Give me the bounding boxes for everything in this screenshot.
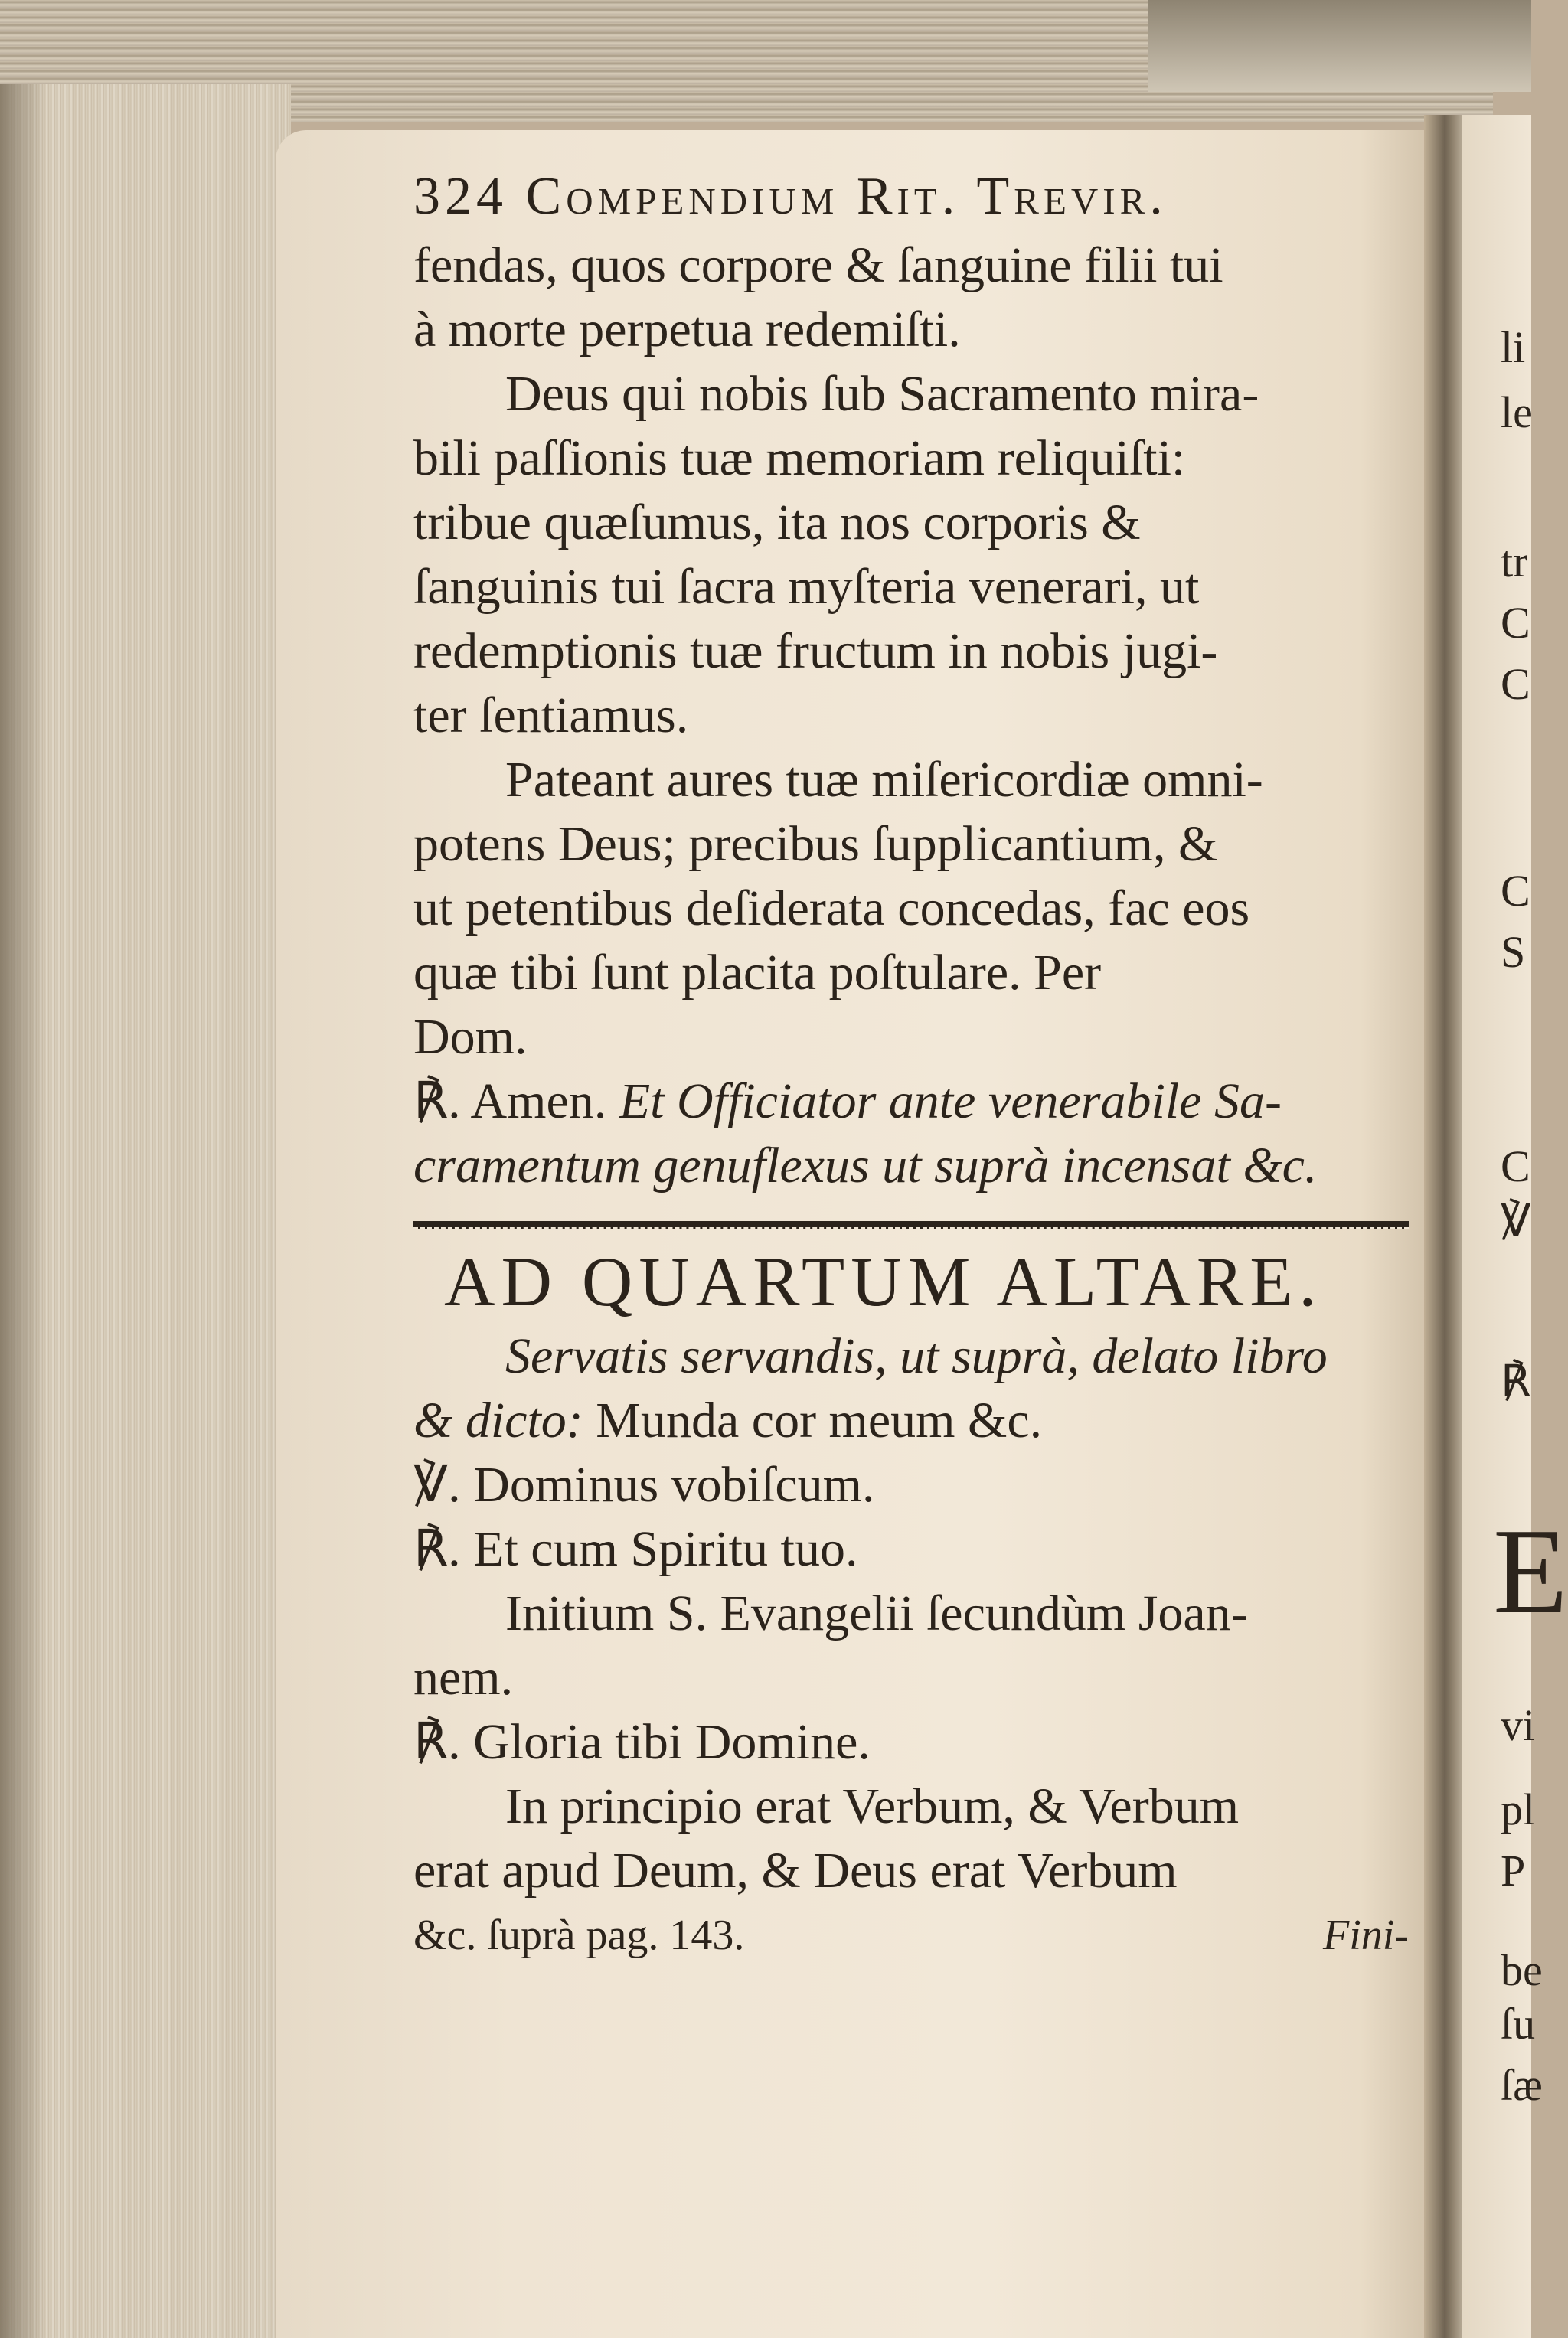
page-text bbox=[413, 165, 1439, 1967]
text-line: Dom. bbox=[413, 1009, 528, 1065]
text-line: bili paſſionis tuæ memoriam reliquiſti: bbox=[413, 430, 1186, 486]
response-amen: ℟. Amen. bbox=[413, 1073, 607, 1129]
text-line: quæ tibi ſunt placita poſtulare. Per bbox=[413, 945, 1102, 1001]
text-line: redemptionis tuæ fructum in nobis jugi- bbox=[413, 623, 1218, 679]
rubric: Et Officiator ante venerabile Sa- bbox=[619, 1073, 1282, 1129]
facing-fragment: vi bbox=[1501, 1700, 1536, 1750]
text-line: ter ſentiamus. bbox=[413, 687, 689, 743]
facing-fragment: C bbox=[1501, 659, 1530, 709]
rubric: Servatis servandis, ut suprà, delato libro bbox=[505, 1328, 1328, 1384]
text-line: fendas, quos corpore & ſanguine filii tui bbox=[413, 237, 1223, 293]
text-line: nem. bbox=[413, 1650, 514, 1706]
facing-fragment: ſu bbox=[1501, 1999, 1536, 2049]
book-cover-corner bbox=[1148, 0, 1531, 92]
text-line: potens Deus; precibus ſupplicantium, & bbox=[413, 816, 1218, 872]
facing-fragment: tr bbox=[1501, 537, 1528, 586]
rubric: & dicto: bbox=[413, 1393, 583, 1448]
facing-fragment: be bbox=[1501, 1945, 1543, 1995]
text-line: tribue quæſumus, ita nos corporis & bbox=[413, 495, 1141, 550]
versicle: ℣. Dominus vobiſcum. bbox=[413, 1457, 875, 1513]
rubric: cramentum genuflexus ut suprà incensat &c. bbox=[413, 1138, 1318, 1193]
section-heading: AD QUARTUM ALTARE. bbox=[444, 1242, 1323, 1321]
facing-fragment: P bbox=[1501, 1846, 1526, 1896]
text-line: ſanguinis tui ſacra myſteria venerari, ut bbox=[413, 559, 1200, 615]
facing-fragment: le bbox=[1501, 387, 1533, 437]
running-header: 324 Compendium Rit. Trevir. bbox=[413, 167, 1168, 226]
facing-fragment: C bbox=[1501, 866, 1530, 916]
facing-fragment: S bbox=[1501, 927, 1526, 977]
facing-fragment: C bbox=[1501, 1141, 1530, 1191]
response-line: ℟. Gloria tibi Domine. bbox=[413, 1714, 871, 1770]
facing-fragment: pl bbox=[1501, 1785, 1536, 1834]
catchword: Fini- bbox=[1323, 1912, 1409, 1959]
text-line: Deus qui nobis ſub Sacramento mira- bbox=[505, 366, 1259, 422]
facing-fragment: li bbox=[1501, 322, 1526, 372]
facing-fragment: ſæ bbox=[1501, 2060, 1543, 2110]
footer-reference: &c. ſuprà pag. 143. bbox=[413, 1912, 745, 1959]
facing-fragment: ℣ bbox=[1501, 1196, 1531, 1246]
footer-row bbox=[413, 1903, 1439, 1967]
facing-fragment: E bbox=[1493, 1503, 1568, 1639]
facing-fragment: C bbox=[1501, 598, 1530, 648]
text-line bbox=[413, 1389, 1439, 1453]
text-line: à morte perpetua redemiſti. bbox=[413, 302, 961, 358]
text-span: Munda cor meum &c. bbox=[596, 1393, 1043, 1448]
response-line bbox=[413, 1069, 1439, 1134]
response-line: ℟. Et cum Spiritu tuo. bbox=[413, 1521, 858, 1577]
text-line: Initium S. Evangelii ſecundùm Joan- bbox=[505, 1585, 1248, 1641]
section-rule bbox=[413, 1221, 1409, 1229]
text-line: In principio erat Verbum, & Verbum bbox=[505, 1778, 1240, 1834]
facing-fragment: ℟ bbox=[1501, 1357, 1531, 1406]
text-line: Pateant aures tuæ miſericordiæ omni- bbox=[505, 752, 1263, 808]
edge-shadow bbox=[0, 84, 46, 2338]
text-line: erat apud Deum, & Deus erat Verbum bbox=[413, 1843, 1178, 1899]
text-line: ut petentibus deſiderata concedas, fac eos bbox=[413, 880, 1250, 936]
